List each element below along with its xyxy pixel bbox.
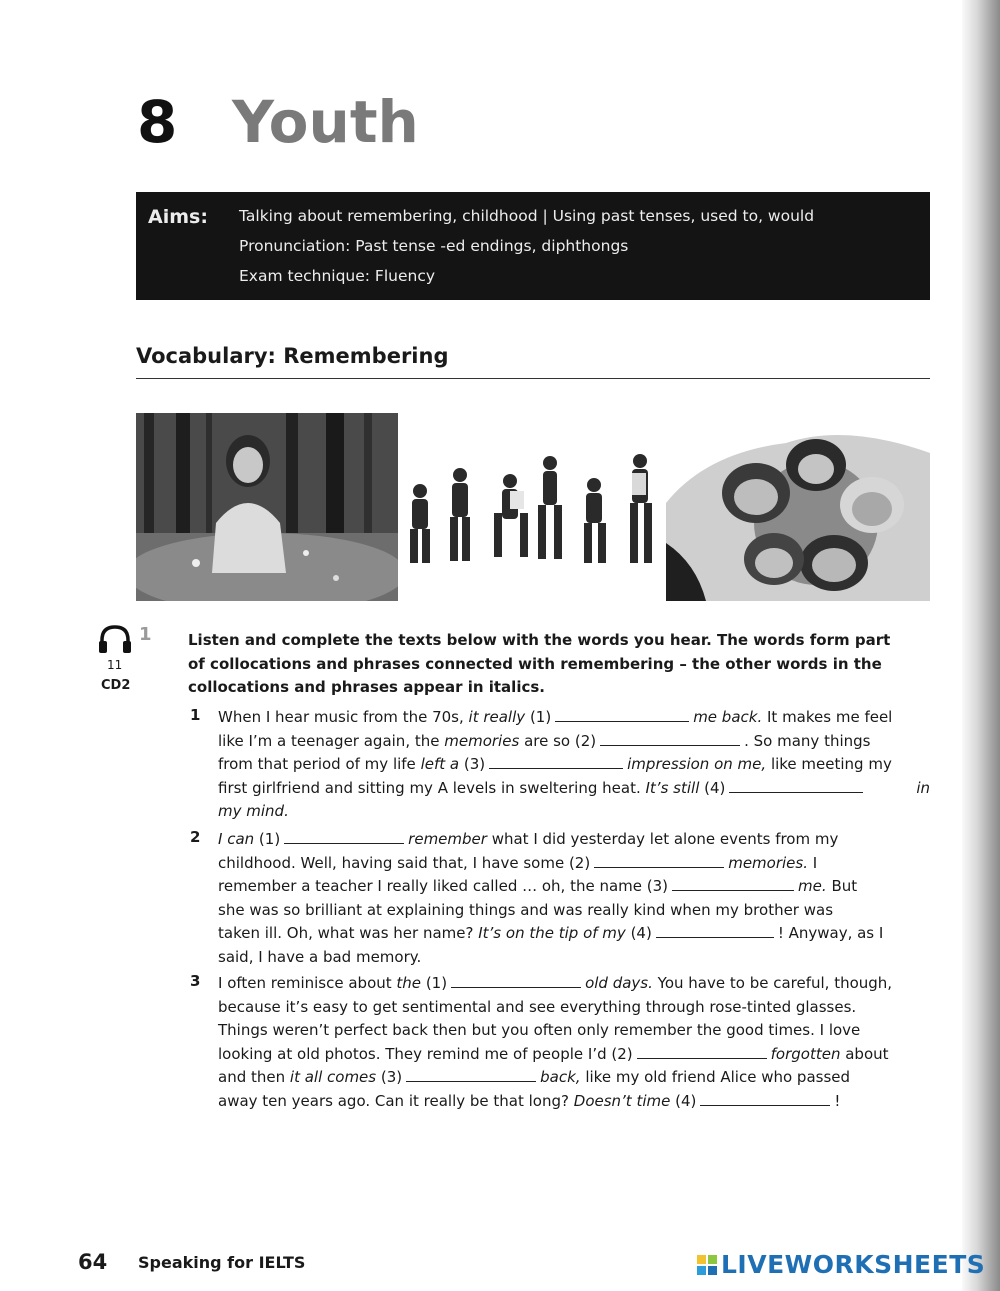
audio-cd-label: CD2 <box>101 678 131 693</box>
answer-blank-1-2[interactable] <box>600 731 740 746</box>
aims-label: Aims: <box>148 206 208 228</box>
section-heading <box>136 344 930 379</box>
answer-blank-2-1[interactable] <box>284 829 404 844</box>
answer-blank-2-2[interactable] <box>594 853 724 868</box>
page-number: 64 <box>78 1250 108 1274</box>
aims-line-topics: Talking about remembering, childhood | Using past tenses, used to, would <box>239 207 815 225</box>
aims-box <box>136 192 930 300</box>
headphones-icon <box>98 624 132 654</box>
answer-blank-3-3[interactable] <box>406 1067 536 1082</box>
item-number: 2 <box>190 828 201 846</box>
item-number: 1 <box>190 706 201 724</box>
page-edge-shadow <box>962 0 1000 1291</box>
unit-number: 8 <box>137 88 178 156</box>
answer-blank-1-3[interactable] <box>489 754 623 769</box>
instruction-line: collocations and phrases appear in italics. <box>188 678 545 696</box>
answer-blank-1-1[interactable] <box>555 707 689 722</box>
answer-blank-1-4[interactable] <box>729 778 863 793</box>
book-title: Speaking for IELTS <box>138 1253 306 1272</box>
photo-girl-in-forest <box>136 413 398 601</box>
answer-blank-2-4[interactable] <box>656 923 774 938</box>
instruction-line: of collocations and phrases connected with remembering – the other words in the <box>188 654 882 673</box>
liveworksheets-logo-icon <box>697 1255 717 1275</box>
answer-blank-2-3[interactable] <box>672 876 794 891</box>
item-number: 3 <box>190 972 201 990</box>
unit-title: Youth <box>232 88 419 156</box>
answer-blank-3-2[interactable] <box>637 1044 767 1059</box>
exercise-instructions <box>188 629 918 700</box>
aims-line-exam: Exam technique: Fluency <box>239 267 436 285</box>
photo-dancers <box>398 413 666 601</box>
answer-blank-3-4[interactable] <box>700 1091 830 1106</box>
section-title: Vocabulary: Remembering <box>136 344 449 368</box>
answer-blank-3-1[interactable] <box>451 973 581 988</box>
aims-line-pronunciation: Pronunciation: Past tense -ed endings, diphthongs <box>239 237 629 255</box>
photo-friends-in-circle <box>666 413 930 601</box>
audio-track-number: 11 <box>107 658 123 672</box>
liveworksheets-brand: LIVEWORKSHEETS <box>721 1250 986 1279</box>
exercise-number: 1 <box>139 624 152 645</box>
instruction-line: Listen and complete the texts below with the words you hear. The words form part <box>188 631 891 649</box>
liveworksheets-logo[interactable] <box>697 1250 985 1279</box>
